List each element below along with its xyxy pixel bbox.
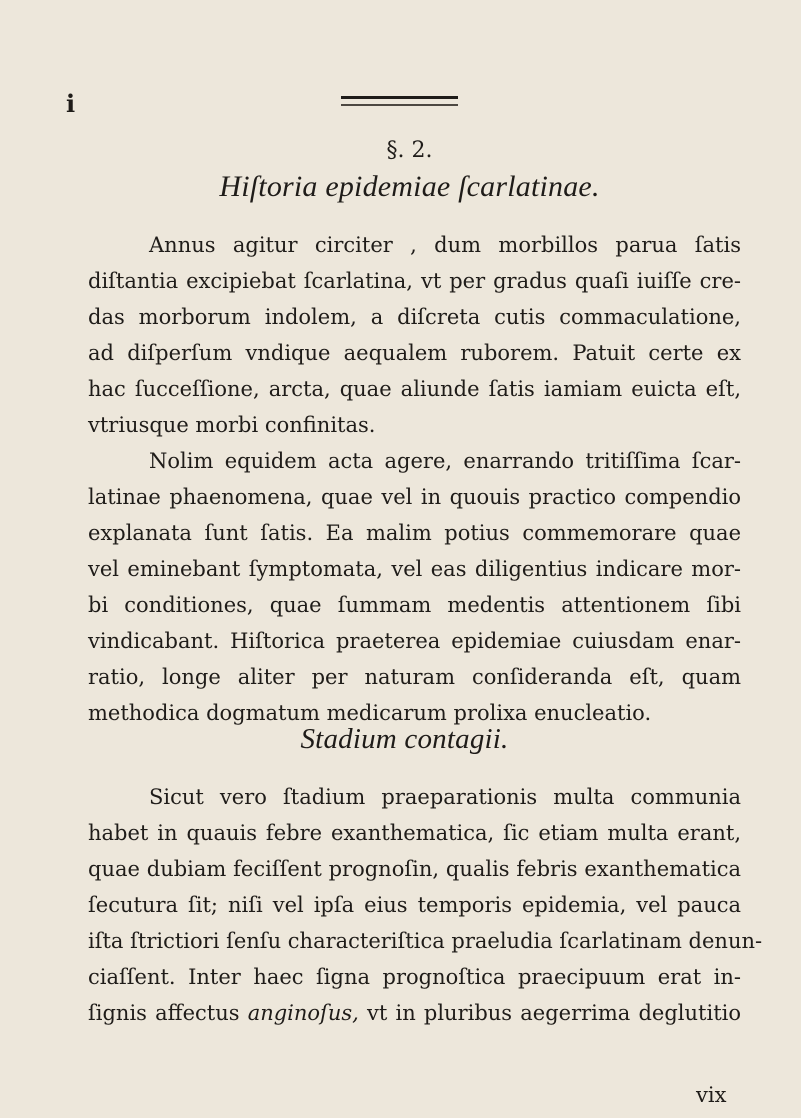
text-line: Sicut vero ſtadium praeparationis multa communia [149,785,741,809]
decorative-rule [341,96,458,106]
text-line: ciaſſent. Inter haec ſigna prognoſtica praecipuum erat in- [88,965,741,989]
text-line: ſecutura ſit; niſi vel ipſa eius temporis epidemia, vel pauca [88,893,741,917]
text-line: habet in quauis febre exanthematica, ſic etiam multa erant, [88,821,741,845]
text-line: Nolim equidem acta agere, enarrando tritiſſima ſcar- [149,449,741,473]
text-fragment: vt in pluribus aegerrima deglutitio [367,1001,741,1025]
section-number: §. 2. [386,138,433,163]
text-line: das morborum indolem, a diſcreta cutis commaculatione, [88,305,741,329]
text-line: vindicabant. Hiſtorica praeterea epidemiae cuiusdam enar- [88,629,741,653]
text-line: Annus agitur circiter , dum morbillos parua ſatis [149,233,741,257]
text-line: bi conditiones, quae ſummam medentis attentionem ſibi [88,593,741,617]
corner-mark: i [66,89,76,118]
catchword: vix [696,1083,727,1107]
text-line: explanata ſunt ſatis. Ea malim potius commemorare quae [88,521,741,545]
text-line: vtriusque morbi confinitas. [88,413,376,437]
subheading: Stadium contagii. [300,723,509,755]
text-line: quae dubiam feciſſent prognoſin, qualis febris exanthematica [88,857,741,881]
text-line: diſtantia excipiebat ſcarlatina, vt per gradus quaſi iuiſſe cre- [88,269,741,293]
text-line: iſta ſtrictiori ſenſu characteriſtica praeludia ſcarlatinam denun- [88,929,763,953]
text-line: hac ſucceſſione, arcta, quae aliunde ſatis iamiam euicta eſt, [88,377,741,401]
text-line: methodica dogmatum medicarum prolixa enucleatio. [88,701,652,725]
text-line: vel eminebant ſymptomata, vel eas diligentius indicare mor- [88,557,741,581]
text-fragment: ſignis affectus [88,1001,240,1025]
text-line: ratio, longe aliter per naturam conſideranda eſt, quam [88,665,741,689]
section-title: Hiſtoria epidemiae ſcarlatinae. [219,170,600,203]
text-line: ad diſperſum vndique aequalem ruborem. Patuit certe ex [88,341,741,365]
text-line-mixed [88,995,741,1031]
text-line: latinae phaenomena, quae vel in quouis practico compendio [88,485,741,509]
italic-term: anginoſus, [247,1001,359,1025]
